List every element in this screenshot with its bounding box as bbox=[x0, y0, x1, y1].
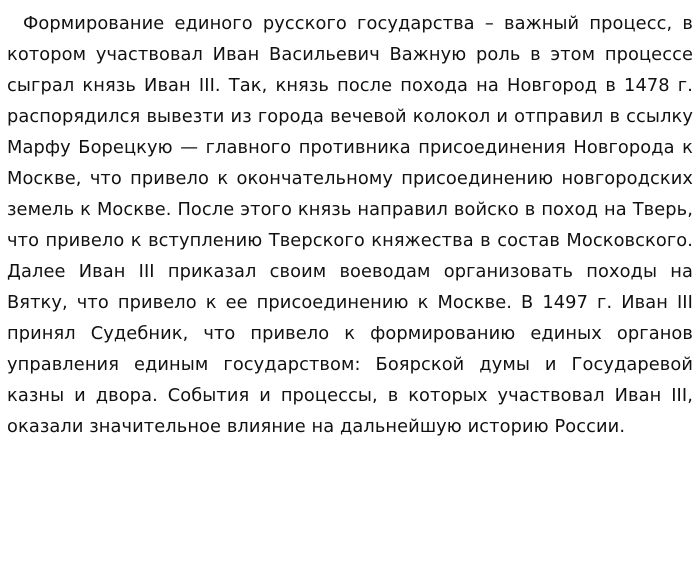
paragraph: Формирование единого русского государства – важный процесс, в котором участвовал Иван Васильевич Важную роль в этом процессе сыграл князь Иван III. Так, князь после похода на Новгород в 1478 г. распорядился вывезти из города вечевой колокол и отправил в ссылку Марфу Борецкую — главного противника присоединения Новгорода к Москве, что привело к окончательному присоединению новгородских земель к Москве. После этого князь направил войско в поход на Тверь, что привело к вступлению Тверского княжества в состав Московского. Далее Иван III приказал своим воеводам организовать походы на Вятку, что привело к ее присоединению к Москве. В 1497 г. Иван III принял Судебник, что привело к формированию единых органов управления единым государством: Боярской думы и Государевой казны и двора. События и процессы, в которых участвовал Иван III, оказали значительное влияние на дальнейшую историю России. bbox=[7, 13, 693, 437]
document-body bbox=[7, 8, 693, 442]
